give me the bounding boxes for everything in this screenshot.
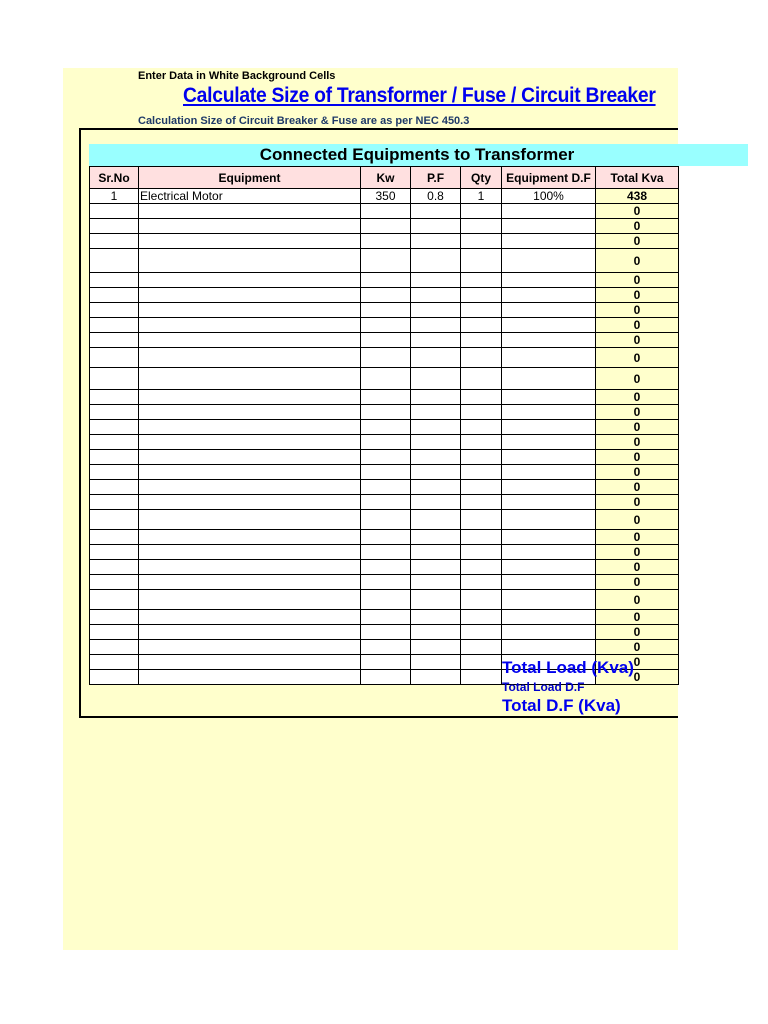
total-kva-cell: 0 bbox=[596, 303, 679, 318]
total-kva-cell: 0 bbox=[596, 545, 679, 560]
table-row bbox=[90, 204, 679, 219]
qty-cell[interactable] bbox=[461, 670, 502, 685]
equipment-cell[interactable] bbox=[139, 625, 361, 640]
table-row bbox=[90, 625, 679, 640]
equipment-cell[interactable] bbox=[139, 303, 361, 318]
equipment-df-cell[interactable] bbox=[502, 640, 596, 655]
qty-cell[interactable] bbox=[461, 318, 502, 333]
equipment-df-cell[interactable] bbox=[502, 465, 596, 480]
column-header-equipment: Equipment bbox=[139, 167, 361, 189]
qty-cell[interactable] bbox=[461, 545, 502, 560]
pf-cell[interactable] bbox=[411, 435, 461, 450]
sr-no-cell[interactable] bbox=[90, 435, 139, 450]
sr-no-cell[interactable] bbox=[90, 318, 139, 333]
sr-no-cell[interactable] bbox=[90, 590, 139, 610]
total-kva-cell: 0 bbox=[596, 420, 679, 435]
sr-no-cell[interactable] bbox=[90, 450, 139, 465]
kw-cell[interactable] bbox=[361, 670, 411, 685]
table-row bbox=[90, 333, 679, 348]
equipment-df-cell[interactable] bbox=[502, 249, 596, 273]
kw-cell[interactable] bbox=[361, 368, 411, 390]
total-kva-cell: 0 bbox=[596, 405, 679, 420]
pf-cell[interactable] bbox=[411, 495, 461, 510]
kw-cell[interactable] bbox=[361, 560, 411, 575]
pf-cell[interactable] bbox=[411, 420, 461, 435]
total-kva-cell: 0 bbox=[596, 390, 679, 405]
table-row bbox=[90, 249, 679, 273]
pf-cell[interactable] bbox=[411, 234, 461, 249]
qty-cell[interactable] bbox=[461, 405, 502, 420]
pf-cell[interactable] bbox=[411, 273, 461, 288]
table-row bbox=[90, 273, 679, 288]
equipment-df-cell[interactable] bbox=[502, 204, 596, 219]
equipment-cell[interactable] bbox=[139, 318, 361, 333]
pf-cell[interactable] bbox=[411, 450, 461, 465]
total-kva-cell: 0 bbox=[596, 480, 679, 495]
sr-no-cell[interactable] bbox=[90, 219, 139, 234]
qty-cell[interactable] bbox=[461, 590, 502, 610]
kw-cell[interactable] bbox=[361, 219, 411, 234]
qty-cell[interactable] bbox=[461, 234, 502, 249]
table-row bbox=[90, 435, 679, 450]
sr-no-cell[interactable] bbox=[90, 545, 139, 560]
equipment-cell[interactable] bbox=[139, 495, 361, 510]
total-kva-cell: 438 bbox=[596, 189, 679, 204]
table-row bbox=[90, 510, 679, 530]
qty-cell[interactable] bbox=[461, 575, 502, 590]
sr-no-cell[interactable] bbox=[90, 655, 139, 670]
equipment-cell[interactable] bbox=[139, 610, 361, 625]
pf-cell[interactable] bbox=[411, 670, 461, 685]
equipment-cell[interactable] bbox=[139, 545, 361, 560]
total-kva-cell: 0 bbox=[596, 234, 679, 249]
equipment-df-cell[interactable] bbox=[502, 234, 596, 249]
kw-cell[interactable] bbox=[361, 303, 411, 318]
qty-cell[interactable]: 1 bbox=[461, 189, 502, 204]
table-row bbox=[90, 530, 679, 545]
total-kva-cell: 0 bbox=[596, 655, 679, 670]
kw-cell[interactable] bbox=[361, 405, 411, 420]
sr-no-cell[interactable] bbox=[90, 510, 139, 530]
kw-cell[interactable] bbox=[361, 625, 411, 640]
equipment-cell[interactable] bbox=[139, 560, 361, 575]
equipment-df-cell[interactable] bbox=[502, 435, 596, 450]
equipment-cell[interactable] bbox=[139, 420, 361, 435]
total-kva-cell: 0 bbox=[596, 610, 679, 625]
qty-cell[interactable] bbox=[461, 420, 502, 435]
kw-cell[interactable] bbox=[361, 575, 411, 590]
total-kva-cell: 0 bbox=[596, 333, 679, 348]
sr-no-cell[interactable] bbox=[90, 348, 139, 368]
equipment-cell[interactable] bbox=[139, 348, 361, 368]
kw-cell[interactable] bbox=[361, 273, 411, 288]
equipment-df-cell[interactable] bbox=[502, 219, 596, 234]
total-kva-cell: 0 bbox=[596, 368, 679, 390]
equipment-df-cell[interactable] bbox=[502, 625, 596, 640]
table-row bbox=[90, 640, 679, 655]
table-row bbox=[90, 219, 679, 234]
kw-cell[interactable] bbox=[361, 435, 411, 450]
pf-cell[interactable] bbox=[411, 219, 461, 234]
equipment-df-cell[interactable] bbox=[502, 610, 596, 625]
kw-cell[interactable] bbox=[361, 655, 411, 670]
page-title[interactable]: Calculate Size of Transformer / Fuse / Circuit Breaker bbox=[183, 84, 656, 107]
table-row bbox=[90, 480, 679, 495]
pf-cell[interactable] bbox=[411, 204, 461, 219]
pf-cell[interactable] bbox=[411, 610, 461, 625]
equipment-cell[interactable] bbox=[139, 590, 361, 610]
sr-no-cell[interactable] bbox=[90, 204, 139, 219]
pf-cell[interactable]: 0.8 bbox=[411, 189, 461, 204]
equipment-cell[interactable] bbox=[139, 273, 361, 288]
total-kva-cell: 0 bbox=[596, 288, 679, 303]
pf-cell[interactable] bbox=[411, 249, 461, 273]
sr-no-cell[interactable] bbox=[90, 303, 139, 318]
sr-no-cell[interactable] bbox=[90, 670, 139, 685]
total-kva-cell: 0 bbox=[596, 560, 679, 575]
equipment-df-cell[interactable] bbox=[502, 405, 596, 420]
equipment-df-cell[interactable]: 100% bbox=[502, 189, 596, 204]
equipment-df-cell[interactable] bbox=[502, 368, 596, 390]
table-row bbox=[90, 368, 679, 390]
sr-no-cell[interactable] bbox=[90, 640, 139, 655]
qty-cell[interactable] bbox=[461, 530, 502, 545]
equipment-cell[interactable] bbox=[139, 368, 361, 390]
qty-cell[interactable] bbox=[461, 640, 502, 655]
table-row bbox=[90, 405, 679, 420]
equipment-cell[interactable] bbox=[139, 390, 361, 405]
equipment-cell[interactable] bbox=[139, 288, 361, 303]
qty-cell[interactable] bbox=[461, 249, 502, 273]
table-banner-title: Connected Equipments to Transformer bbox=[259, 145, 575, 164]
qty-cell[interactable] bbox=[461, 273, 502, 288]
sr-no-cell[interactable] bbox=[90, 390, 139, 405]
equipment-df-cell[interactable] bbox=[502, 303, 596, 318]
total-kva-cell: 0 bbox=[596, 348, 679, 368]
pf-cell[interactable] bbox=[411, 318, 461, 333]
kw-cell[interactable] bbox=[361, 510, 411, 530]
equipment-cell[interactable] bbox=[139, 640, 361, 655]
column-header-kw: Kw bbox=[361, 167, 411, 189]
table-row bbox=[90, 420, 679, 435]
pf-cell[interactable] bbox=[411, 545, 461, 560]
equipment-df-cell[interactable] bbox=[502, 288, 596, 303]
pf-cell[interactable] bbox=[411, 655, 461, 670]
column-header-equipment-df: Equipment D.F bbox=[502, 167, 596, 189]
equipment-cell[interactable] bbox=[139, 333, 361, 348]
table-row bbox=[90, 590, 679, 610]
sr-no-cell[interactable] bbox=[90, 575, 139, 590]
equipment-df-cell[interactable] bbox=[502, 420, 596, 435]
sr-no-cell[interactable] bbox=[90, 234, 139, 249]
equipment-cell[interactable] bbox=[139, 465, 361, 480]
total-kva-cell: 0 bbox=[596, 435, 679, 450]
table-row bbox=[90, 348, 679, 368]
kw-cell[interactable] bbox=[361, 640, 411, 655]
equipment-df-cell[interactable] bbox=[502, 510, 596, 530]
equipment-df-cell[interactable] bbox=[502, 390, 596, 405]
table-row bbox=[90, 560, 679, 575]
sr-no-cell[interactable] bbox=[90, 495, 139, 510]
qty-cell[interactable] bbox=[461, 390, 502, 405]
total-kva-cell: 0 bbox=[596, 670, 679, 685]
pf-cell[interactable] bbox=[411, 560, 461, 575]
total-kva-cell: 0 bbox=[596, 450, 679, 465]
equipment-cell[interactable] bbox=[139, 450, 361, 465]
pf-cell[interactable] bbox=[411, 625, 461, 640]
equipment-cell[interactable] bbox=[139, 655, 361, 670]
sr-no-cell[interactable] bbox=[90, 405, 139, 420]
equipment-cell[interactable] bbox=[139, 480, 361, 495]
equipment-cell[interactable] bbox=[139, 204, 361, 219]
total-kva-cell: 0 bbox=[596, 273, 679, 288]
sr-no-cell[interactable] bbox=[90, 480, 139, 495]
qty-cell[interactable] bbox=[461, 435, 502, 450]
qty-cell[interactable] bbox=[461, 480, 502, 495]
equipment-cell[interactable] bbox=[139, 530, 361, 545]
total-kva-cell: 0 bbox=[596, 204, 679, 219]
total-df-kva-label: Total D.F (Kva) bbox=[502, 696, 621, 715]
pf-cell[interactable] bbox=[411, 465, 461, 480]
sr-no-cell[interactable] bbox=[90, 249, 139, 273]
table-row bbox=[90, 390, 679, 405]
kw-cell[interactable] bbox=[361, 390, 411, 405]
kw-cell[interactable] bbox=[361, 288, 411, 303]
equipment-df-cell[interactable] bbox=[502, 450, 596, 465]
kw-cell[interactable] bbox=[361, 249, 411, 273]
total-kva-cell: 0 bbox=[596, 219, 679, 234]
pf-cell[interactable] bbox=[411, 530, 461, 545]
qty-cell[interactable] bbox=[461, 465, 502, 480]
equipment-cell[interactable] bbox=[139, 249, 361, 273]
pf-cell[interactable] bbox=[411, 390, 461, 405]
instruction-note: Enter Data in White Background Cells bbox=[138, 70, 336, 82]
sr-no-cell[interactable] bbox=[90, 625, 139, 640]
total-kva-cell: 0 bbox=[596, 575, 679, 590]
kw-cell[interactable] bbox=[361, 530, 411, 545]
sr-no-cell[interactable] bbox=[90, 610, 139, 625]
total-kva-cell: 0 bbox=[596, 510, 679, 530]
total-kva-cell: 0 bbox=[596, 249, 679, 273]
qty-cell[interactable] bbox=[461, 368, 502, 390]
equipment-cell[interactable] bbox=[139, 575, 361, 590]
equipment-cell[interactable] bbox=[139, 219, 361, 234]
qty-cell[interactable] bbox=[461, 655, 502, 670]
pf-cell[interactable] bbox=[411, 405, 461, 420]
pf-cell[interactable] bbox=[411, 590, 461, 610]
column-header-qty: Qty bbox=[461, 167, 502, 189]
equipment-df-cell[interactable] bbox=[502, 333, 596, 348]
qty-cell[interactable] bbox=[461, 510, 502, 530]
kw-cell[interactable] bbox=[361, 204, 411, 219]
kw-cell[interactable] bbox=[361, 480, 411, 495]
table-row bbox=[90, 450, 679, 465]
equipment-df-cell[interactable] bbox=[502, 480, 596, 495]
column-header-sr-no: Sr.No bbox=[90, 167, 139, 189]
pf-cell[interactable] bbox=[411, 288, 461, 303]
equipment-df-cell[interactable] bbox=[502, 348, 596, 368]
equipment-df-cell[interactable] bbox=[502, 273, 596, 288]
kw-cell[interactable] bbox=[361, 420, 411, 435]
kw-cell[interactable] bbox=[361, 495, 411, 510]
total-kva-cell: 0 bbox=[596, 590, 679, 610]
equipment-cell[interactable] bbox=[139, 405, 361, 420]
equipment-df-cell[interactable] bbox=[502, 560, 596, 575]
kw-cell[interactable] bbox=[361, 545, 411, 560]
pf-cell[interactable] bbox=[411, 480, 461, 495]
equipment-cell[interactable] bbox=[139, 510, 361, 530]
total-kva-cell: 0 bbox=[596, 465, 679, 480]
pf-cell[interactable] bbox=[411, 510, 461, 530]
table-row bbox=[90, 465, 679, 480]
qty-cell[interactable] bbox=[461, 610, 502, 625]
table-header-row bbox=[90, 167, 679, 189]
equipment-df-cell[interactable] bbox=[502, 590, 596, 610]
total-kva-cell: 0 bbox=[596, 495, 679, 510]
kw-cell[interactable] bbox=[361, 610, 411, 625]
kw-cell[interactable] bbox=[361, 348, 411, 368]
sr-no-cell[interactable] bbox=[90, 420, 139, 435]
qty-cell[interactable] bbox=[461, 560, 502, 575]
table-row bbox=[90, 234, 679, 249]
kw-cell[interactable] bbox=[361, 234, 411, 249]
kw-cell[interactable]: 350 bbox=[361, 189, 411, 204]
table-row bbox=[90, 288, 679, 303]
qty-cell[interactable] bbox=[461, 348, 502, 368]
table-row bbox=[90, 495, 679, 510]
qty-cell[interactable] bbox=[461, 288, 502, 303]
qty-cell[interactable] bbox=[461, 450, 502, 465]
total-kva-cell: 0 bbox=[596, 640, 679, 655]
equipment-df-cell[interactable] bbox=[502, 495, 596, 510]
sr-no-cell[interactable] bbox=[90, 288, 139, 303]
equipment-df-cell[interactable] bbox=[502, 545, 596, 560]
equipment-table bbox=[89, 166, 679, 685]
sr-no-cell[interactable]: 1 bbox=[90, 189, 139, 204]
table-row bbox=[90, 303, 679, 318]
equipment-df-cell[interactable] bbox=[502, 530, 596, 545]
pf-cell[interactable] bbox=[411, 575, 461, 590]
equipment-cell[interactable] bbox=[139, 670, 361, 685]
table-row bbox=[90, 610, 679, 625]
table-row bbox=[90, 545, 679, 560]
total-load-df-label: Total Load D.F bbox=[502, 680, 585, 694]
pf-cell[interactable] bbox=[411, 333, 461, 348]
table-row bbox=[90, 575, 679, 590]
equipment-df-cell[interactable] bbox=[502, 318, 596, 333]
pf-cell[interactable] bbox=[411, 640, 461, 655]
column-header-pf: P.F bbox=[411, 167, 461, 189]
qty-cell[interactable] bbox=[461, 303, 502, 318]
table-row bbox=[90, 318, 679, 333]
sr-no-cell[interactable] bbox=[90, 368, 139, 390]
qty-cell[interactable] bbox=[461, 495, 502, 510]
sr-no-cell[interactable] bbox=[90, 465, 139, 480]
sr-no-cell[interactable] bbox=[90, 560, 139, 575]
kw-cell[interactable] bbox=[361, 590, 411, 610]
qty-cell[interactable] bbox=[461, 333, 502, 348]
total-load-kva-label: Total Load (Kva) bbox=[502, 658, 634, 677]
nec-reference-note: Calculation Size of Circuit Breaker & Fuse are as per NEC 450.3 bbox=[138, 115, 470, 127]
sr-no-cell[interactable] bbox=[90, 273, 139, 288]
qty-cell[interactable] bbox=[461, 625, 502, 640]
equipment-cell[interactable] bbox=[139, 435, 361, 450]
equipment-cell[interactable] bbox=[139, 234, 361, 249]
kw-cell[interactable] bbox=[361, 318, 411, 333]
qty-cell[interactable] bbox=[461, 204, 502, 219]
pf-cell[interactable] bbox=[411, 303, 461, 318]
total-kva-cell: 0 bbox=[596, 318, 679, 333]
kw-cell[interactable] bbox=[361, 450, 411, 465]
total-kva-cell: 0 bbox=[596, 530, 679, 545]
kw-cell[interactable] bbox=[361, 333, 411, 348]
total-kva-cell: 0 bbox=[596, 625, 679, 640]
sr-no-cell[interactable] bbox=[90, 530, 139, 545]
column-header-total-kva: Total Kva bbox=[596, 167, 679, 189]
equipment-cell[interactable]: Electrical Motor bbox=[139, 189, 361, 204]
table-row bbox=[90, 189, 679, 204]
pf-cell[interactable] bbox=[411, 368, 461, 390]
pf-cell[interactable] bbox=[411, 348, 461, 368]
sr-no-cell[interactable] bbox=[90, 333, 139, 348]
equipment-df-cell[interactable] bbox=[502, 575, 596, 590]
qty-cell[interactable] bbox=[461, 219, 502, 234]
kw-cell[interactable] bbox=[361, 465, 411, 480]
